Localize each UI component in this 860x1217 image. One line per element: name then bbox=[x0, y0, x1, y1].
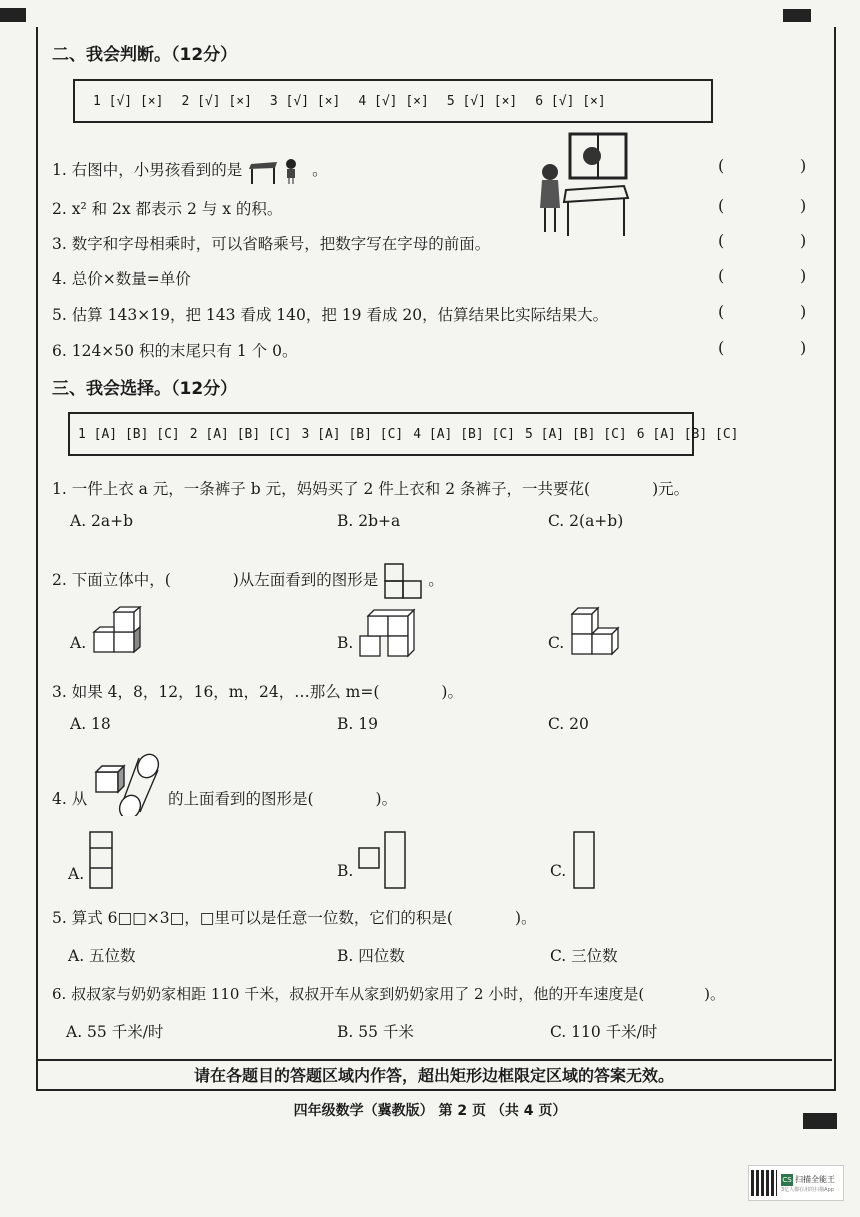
choice-bubble-3[interactable]: 3 [A] [B] [C] bbox=[301, 426, 404, 442]
answer-bubble-5[interactable]: 5 [√] [×] bbox=[446, 93, 518, 109]
choice-question-2-end: 。 bbox=[428, 571, 444, 589]
choice-6-option-b[interactable]: B. 55 千米 bbox=[337, 1023, 414, 1041]
judge-2-paren-open[interactable]: ( bbox=[718, 196, 725, 215]
choice-4-option-a[interactable]: A. bbox=[68, 865, 85, 883]
judge-question-3: 3. 数字和字母相乘时，可以省略乘号，把数字写在字母的前面。 bbox=[52, 235, 491, 253]
choice-question-2 bbox=[52, 562, 444, 600]
judge-5-paren-close: ) bbox=[800, 302, 807, 321]
judge-3-paren-close: ) bbox=[800, 231, 807, 250]
judge-question-1 bbox=[52, 156, 328, 186]
answer-bubble-4[interactable]: 4 [√] [×] bbox=[358, 93, 429, 109]
judge-question-1-text: 1. 右图中，小男孩看到的是 bbox=[52, 161, 243, 179]
judge-question-1-end: 。 bbox=[312, 161, 328, 179]
choice-5-option-b[interactable]: B. 四位数 bbox=[337, 947, 405, 965]
judge-5-paren-open[interactable]: ( bbox=[718, 302, 725, 321]
boy-girl-table-illustration-icon bbox=[532, 132, 632, 240]
section-2-title: 二、我会判断。（12分） bbox=[52, 45, 238, 65]
view-option-a-icon bbox=[88, 830, 114, 890]
choice-5-option-c[interactable]: C. 三位数 bbox=[550, 947, 618, 965]
choice-question-4-suffix: 的上面看到的图形是( )。 bbox=[168, 790, 398, 808]
judge-question-5: 5. 估算 143×19，把 143 看成 140，把 19 看成 20，估算结果比实际结果大。 bbox=[52, 306, 609, 324]
choice-bubble-6[interactable]: 6 [A] [B] [C] bbox=[636, 426, 739, 442]
judge-3-paren-open[interactable]: ( bbox=[718, 231, 725, 250]
judge-6-paren-open[interactable]: ( bbox=[718, 338, 725, 357]
choice-3-option-b[interactable]: B. 19 bbox=[337, 715, 378, 733]
cube-stack-a-icon bbox=[92, 606, 152, 656]
choice-6-option-c[interactable]: C. 110 千米/时 bbox=[550, 1023, 658, 1041]
page-number: 四年级数学（冀教版） 第 2 页 （共 4 页） bbox=[293, 1103, 567, 1119]
judge-1-paren-open[interactable]: ( bbox=[718, 156, 725, 175]
choice-4-option-b[interactable]: B. bbox=[337, 862, 354, 880]
judge-question-2: 2. x² 和 2x 都表示 2 与 x 的积。 bbox=[52, 200, 283, 218]
judge-question-4: 4. 总价×数量=单价 bbox=[52, 270, 191, 288]
section-3-title: 三、我会选择。（12分） bbox=[52, 379, 238, 399]
answer-bubble-6[interactable]: 6 [√] [×] bbox=[535, 93, 606, 109]
choice-1-option-b[interactable]: B. 2b+a bbox=[337, 512, 401, 530]
choice-bubble-5[interactable]: 5 [A] [B] [C] bbox=[525, 426, 627, 442]
section-3-answer-bubbles bbox=[68, 412, 739, 456]
choice-question-5: 5. 算式 6□□×3□，□里可以是任意一位数，它们的积是( )。 bbox=[52, 909, 537, 927]
choice-2-option-a[interactable]: A. bbox=[70, 634, 87, 652]
answer-bubble-2[interactable]: 2 [√] [×] bbox=[181, 93, 252, 109]
choice-1-option-a[interactable]: A. 2a+b bbox=[70, 512, 134, 530]
qr-code-icon bbox=[751, 1170, 777, 1196]
table-and-girl-view-icon bbox=[247, 156, 307, 186]
choice-bubble-4[interactable]: 4 [A] [B] [C] bbox=[413, 426, 515, 442]
choice-bubble-1[interactable]: 1 [A] [B] [C] bbox=[78, 426, 180, 442]
judge-4-paren-close: ) bbox=[800, 266, 807, 285]
judge-question-6: 6. 124×50 积的末尾只有 1 个 0。 bbox=[52, 342, 298, 360]
choice-6-option-a[interactable]: A. 55 千米/时 bbox=[66, 1023, 164, 1041]
choice-3-option-c[interactable]: C. 20 bbox=[548, 715, 589, 733]
choice-question-3: 3. 如果 4，8，12，16，m，24，…那么 m=( )。 bbox=[52, 683, 463, 701]
choice-1-option-c[interactable]: C. 2(a+b) bbox=[548, 512, 624, 530]
judge-1-paren-close: ) bbox=[800, 156, 807, 175]
scanner-name: 扫描全能王 bbox=[795, 1175, 835, 1184]
judge-4-paren-open[interactable]: ( bbox=[718, 266, 725, 285]
scanner-watermark bbox=[748, 1165, 844, 1201]
left-view-shape-icon bbox=[383, 562, 423, 600]
registration-mark-top-left bbox=[0, 8, 26, 22]
answer-bubble-1[interactable]: 1 [√] [×] bbox=[93, 93, 164, 109]
choice-question-6: 6. 叔叔家与奶奶家相距 110 千米，叔叔开车从家到奶奶家用了 2 小时，他的开车速度是( )。 bbox=[52, 985, 726, 1003]
choice-bubble-2[interactable]: 2 [A] [B] [C] bbox=[189, 426, 292, 442]
cube-stack-c-icon bbox=[570, 606, 630, 658]
choice-question-4-prefix: 4. 从 bbox=[52, 790, 88, 808]
choice-3-option-a[interactable]: A. 18 bbox=[70, 715, 111, 733]
view-option-c-icon bbox=[572, 830, 598, 890]
answer-region-frame bbox=[36, 27, 836, 1091]
scanner-tagline: 3亿人都在用的扫描App bbox=[781, 1186, 834, 1193]
judge-6-paren-close: ) bbox=[800, 338, 807, 357]
answer-bubble-3[interactable]: 3 [√] [×] bbox=[269, 93, 341, 109]
judge-2-paren-close: ) bbox=[800, 196, 807, 215]
camscanner-logo: CS bbox=[782, 1175, 792, 1184]
choice-5-option-a[interactable]: A. 五位数 bbox=[68, 947, 136, 965]
choice-2-option-b[interactable]: B. bbox=[337, 634, 354, 652]
cube-and-cylinder-icon bbox=[92, 752, 164, 816]
section-2-answer-bubbles bbox=[73, 79, 713, 123]
view-option-b-icon bbox=[357, 830, 409, 890]
answer-area-notice: 请在各题目的答题区域内作答，超出矩形边框限定区域的答案无效。 bbox=[36, 1059, 832, 1091]
registration-mark-top-right bbox=[783, 9, 811, 22]
choice-question-1: 1. 一件上衣 a 元，一条裤子 b 元，妈妈买了 2 件上衣和 2 条裤子，一共要花( )元。 bbox=[52, 480, 690, 498]
choice-4-option-c[interactable]: C. bbox=[550, 862, 567, 880]
choice-2-option-c[interactable]: C. bbox=[548, 634, 565, 652]
cube-stack-b-icon bbox=[358, 602, 418, 660]
choice-question-2-text: 2. 下面立体中，( )从左面看到的图形是 bbox=[52, 571, 379, 589]
